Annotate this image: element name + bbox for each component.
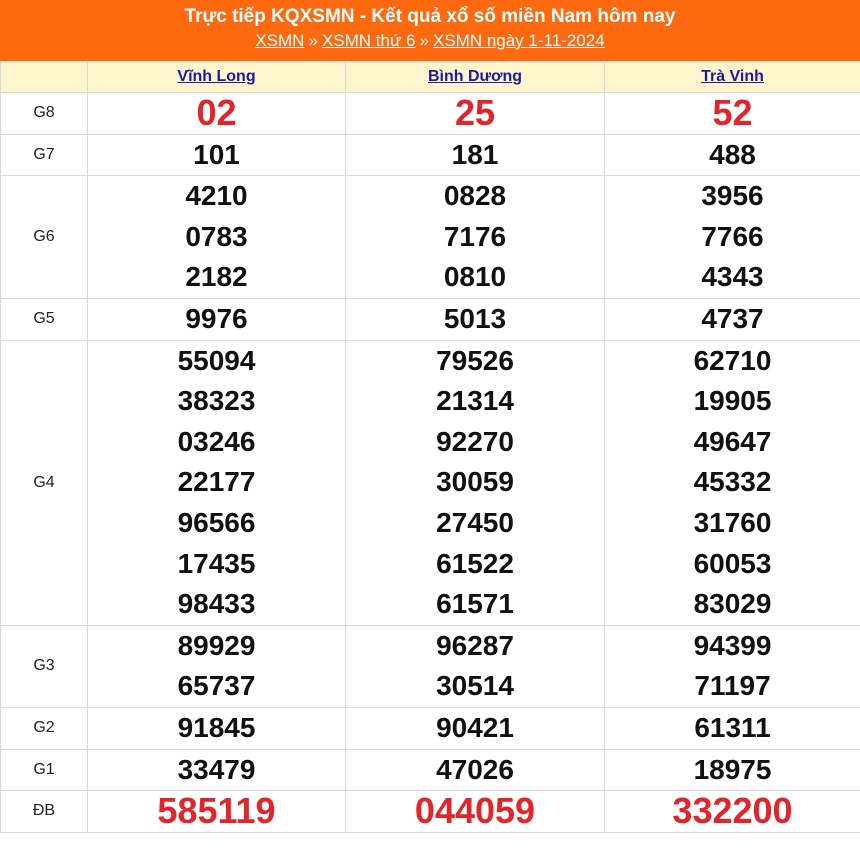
result-number: 332200 [672, 790, 793, 832]
page-title: Trực tiếp KQXSMN - Kết quả xổ số miền Nam hôm nay [184, 6, 676, 27]
result-cell [605, 93, 860, 135]
table-row [1, 340, 860, 625]
prize-column-header [1, 62, 88, 93]
result-number: 7766 [701, 220, 764, 252]
table-header-row [1, 62, 860, 93]
table-row [1, 176, 860, 299]
result-number: 83029 [693, 588, 772, 620]
result-number: 17435 [177, 547, 256, 579]
result-number: 60053 [693, 547, 772, 579]
result-number: 96287 [436, 629, 514, 661]
result-cell [605, 298, 860, 340]
table-row [1, 625, 860, 707]
table-row [1, 749, 860, 791]
prize-label: ĐB [1, 791, 88, 833]
column-header-binh-duong [346, 62, 605, 93]
column-header-tra-vinh [605, 62, 860, 93]
result-number: 25 [454, 92, 496, 133]
prize-label: G8 [1, 93, 88, 135]
table-row [1, 707, 860, 749]
result-number: 55094 [177, 344, 256, 376]
result-number: 488 [709, 138, 756, 170]
result-number: 4343 [701, 261, 764, 293]
prize-label: G2 [1, 707, 88, 749]
result-number: 03246 [177, 425, 256, 457]
province-link-tra-vinh[interactable]: Trà Vinh [701, 68, 764, 85]
result-cell [88, 791, 346, 833]
table-row [1, 298, 860, 340]
result-number: 52 [712, 92, 753, 133]
page-header [0, 0, 860, 61]
result-number: 0828 [443, 180, 507, 212]
result-number: 5013 [443, 302, 507, 334]
result-number: 92270 [436, 425, 514, 457]
result-cell [346, 791, 605, 833]
result-number: 62710 [693, 344, 772, 376]
result-number: 38323 [177, 385, 256, 417]
table-row [1, 791, 860, 833]
result-number: 27450 [436, 506, 514, 538]
result-number: 65737 [177, 670, 256, 702]
breadcrumb-separator: » [419, 31, 429, 50]
result-cell [605, 340, 860, 625]
breadcrumb-separator: » [308, 31, 318, 50]
result-number: 18975 [693, 753, 772, 785]
prize-label: G5 [1, 298, 88, 340]
result-number: 47026 [436, 753, 514, 785]
result-number: 22177 [177, 466, 256, 498]
result-cell [88, 93, 346, 135]
result-cell [88, 749, 346, 791]
result-cell [346, 749, 605, 791]
result-cell [88, 340, 346, 625]
result-cell [346, 134, 605, 176]
table-row [1, 134, 860, 176]
result-number: 181 [451, 138, 499, 170]
result-cell [346, 176, 605, 299]
prize-label: G6 [1, 176, 88, 299]
result-cell [605, 749, 860, 791]
result-cell [346, 93, 605, 135]
result-number: 2182 [185, 261, 248, 293]
prize-label: G3 [1, 625, 88, 707]
result-cell [605, 176, 860, 299]
result-number: 0783 [185, 220, 248, 252]
result-number: 79526 [436, 344, 514, 376]
result-number: 9976 [185, 302, 248, 334]
result-cell [605, 707, 860, 749]
result-cell [88, 625, 346, 707]
result-cell [605, 791, 860, 833]
result-cell [346, 707, 605, 749]
prize-label: G4 [1, 340, 88, 625]
result-number: 90421 [436, 711, 514, 743]
result-number: 94399 [693, 629, 772, 661]
column-header-vinh-long [88, 62, 346, 93]
result-cell [605, 625, 860, 707]
result-number: 3956 [701, 180, 764, 212]
result-cell [605, 134, 860, 176]
result-number: 91845 [177, 711, 256, 743]
result-cell [88, 707, 346, 749]
result-cell [88, 134, 346, 176]
result-number: 33479 [177, 753, 256, 785]
result-number: 45332 [693, 466, 772, 498]
table-row [1, 93, 860, 135]
result-number: 61522 [436, 547, 514, 579]
results-body [1, 93, 860, 833]
result-cell [88, 176, 346, 299]
result-cell [88, 298, 346, 340]
result-number: 21314 [436, 385, 514, 417]
breadcrumb-xsmn-thu-6[interactable]: XSMN thứ 6 [321, 31, 416, 50]
result-number: 585119 [157, 790, 276, 832]
result-number: 4737 [701, 302, 764, 334]
breadcrumb-xsmn-ngay[interactable]: XSMN ngày 1-11-2024 [432, 31, 605, 50]
result-number: 7176 [443, 220, 507, 252]
results-table [0, 61, 860, 833]
result-number: 4210 [185, 180, 248, 212]
breadcrumb [0, 29, 860, 53]
result-number: 98433 [177, 588, 256, 620]
prize-label: G1 [1, 749, 88, 791]
result-number: 02 [196, 92, 237, 133]
province-link-vinh-long[interactable]: Vĩnh Long [177, 68, 256, 85]
result-number: 31760 [693, 506, 772, 538]
result-cell [346, 625, 605, 707]
result-cell [346, 340, 605, 625]
result-number: 61571 [436, 588, 514, 620]
result-number: 101 [193, 138, 240, 170]
result-number: 30514 [436, 670, 514, 702]
province-link-binh-duong[interactable]: Bình Dương [427, 68, 523, 85]
result-number: 044059 [414, 790, 536, 832]
result-number: 96566 [177, 506, 256, 538]
breadcrumb-xsmn[interactable]: XSMN [255, 31, 305, 50]
result-number: 89929 [177, 629, 256, 661]
prize-label: G7 [1, 134, 88, 176]
result-number: 30059 [436, 466, 514, 498]
result-cell [346, 298, 605, 340]
result-number: 49647 [693, 425, 772, 457]
result-number: 19905 [693, 385, 772, 417]
result-number: 61311 [694, 711, 771, 743]
result-number: 71197 [694, 670, 771, 702]
result-number: 0810 [443, 261, 507, 293]
